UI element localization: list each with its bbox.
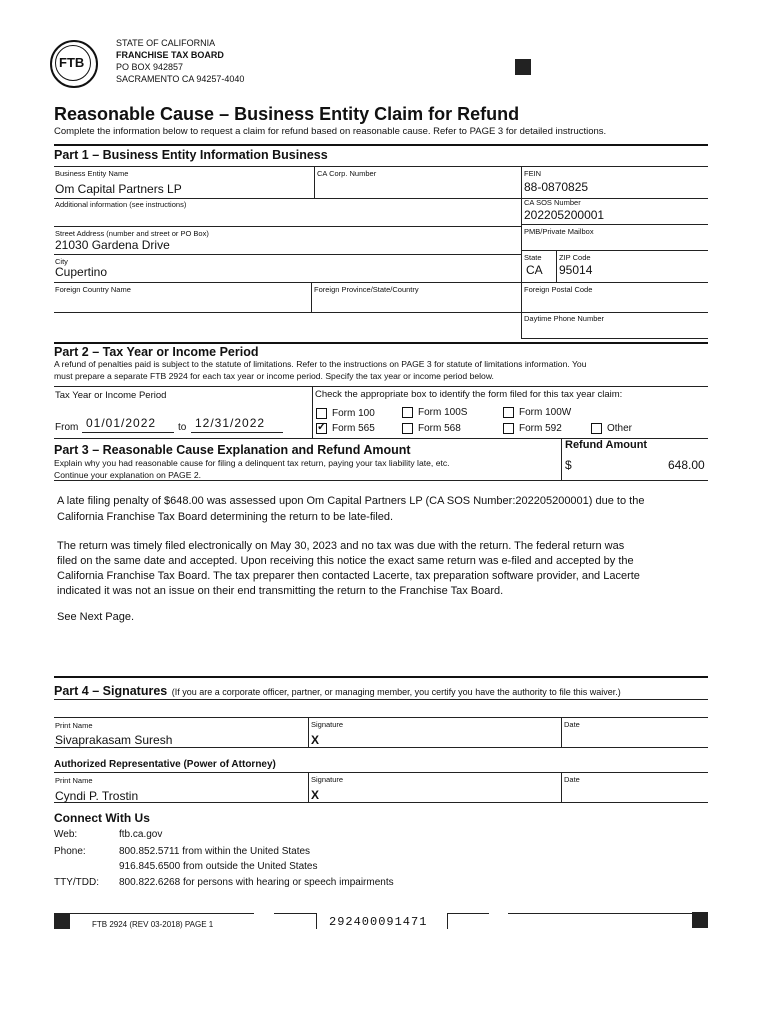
agency-line-2: FRANCHISE TAX BOARD bbox=[116, 50, 224, 60]
form-id: FTB 2924 (REV 03-2018) PAGE 1 bbox=[92, 920, 214, 929]
part4-heading-row bbox=[54, 682, 621, 700]
form-592-checkbox[interactable] bbox=[503, 423, 514, 434]
signer-print-name-label: Print Name bbox=[55, 721, 93, 730]
part4-heading-note: (If you are a corporate officer, partner, or managing member, you certify you have the authority to file this waiver.) bbox=[171, 687, 621, 697]
form-other-checkbox[interactable] bbox=[591, 423, 602, 434]
street-address-label: Street Address (number and street or PO Box) bbox=[55, 229, 209, 238]
part3-heading: Part 3 – Reasonable Cause Explanation and Refund Amount bbox=[54, 443, 411, 457]
to-date-field[interactable]: 12/31/2022 bbox=[195, 416, 266, 430]
refund-currency: $ bbox=[565, 458, 572, 472]
connect-heading: Connect With Us bbox=[54, 811, 150, 825]
ftb-logo-text: FTB bbox=[59, 55, 85, 70]
rep-date-label: Date bbox=[564, 775, 580, 784]
form-intro: Complete the information below to request a claim for refund based on reasonable cause. Refer to PAGE 3 for detailed instructions. bbox=[54, 126, 607, 137]
explanation-para2-line4: indicated it was not an issue on their end transmitting the return to the Franchise Tax Board. bbox=[57, 585, 504, 597]
explanation-para1-line2: California Franchise Tax Board determining the return to be late-filed. bbox=[57, 511, 394, 523]
street-address-field[interactable]: 21030 Gardena Drive bbox=[55, 238, 170, 252]
form-592-label: Form 592 bbox=[519, 423, 562, 434]
business-name-label: Business Entity Name bbox=[55, 169, 129, 178]
rep-signature-mark[interactable]: X bbox=[311, 788, 320, 802]
from-date-field[interactable]: 01/01/2022 bbox=[86, 416, 157, 430]
part4-heading: Part 4 – Signatures bbox=[54, 684, 168, 698]
web-link[interactable]: ftb.ca.gov bbox=[119, 829, 163, 840]
ftb-seal-logo bbox=[50, 40, 98, 88]
state-label: State bbox=[524, 253, 542, 262]
part1-heading: Part 1 – Business Entity Information Business bbox=[54, 148, 328, 162]
phone-label: Phone: bbox=[54, 846, 86, 857]
part2-desc-2: must prepare a separate FTB 2924 for each tax year or income period. Specify the tax year or income period below. bbox=[54, 371, 494, 381]
form-565-label: Form 565 bbox=[332, 423, 375, 434]
fein-label: FEIN bbox=[524, 169, 542, 178]
ca-sos-label: CA SOS Number bbox=[524, 198, 581, 207]
agency-line-4: SACRAMENTO CA 94257-4040 bbox=[116, 74, 245, 84]
barcode-number: 292400091471 bbox=[329, 915, 428, 929]
tty-label: TTY/TDD: bbox=[54, 877, 99, 888]
agency-line-3: PO BOX 942857 bbox=[116, 62, 184, 72]
foreign-province-label: Foreign Province/State/Country bbox=[314, 285, 419, 294]
additional-info-label: Additional information (see instructions) bbox=[55, 200, 187, 209]
zip-field[interactable]: 95014 bbox=[559, 263, 593, 277]
form-title: Reasonable Cause – Business Entity Claim for Refund bbox=[54, 104, 520, 124]
zip-label: ZIP Code bbox=[559, 253, 591, 262]
ca-sos-field[interactable]: 202205200001 bbox=[524, 208, 605, 222]
city-field[interactable]: Cupertino bbox=[55, 265, 108, 279]
form-100s-label: Form 100S bbox=[418, 407, 468, 418]
to-label: to bbox=[178, 422, 187, 433]
from-label: From bbox=[55, 422, 79, 433]
part3-desc-1: Explain why you had reasonable cause for filing a delinquent tax return, paying your tax liability late, etc. bbox=[54, 458, 450, 468]
agency-line-1: STATE OF CALIFORNIA bbox=[116, 38, 216, 48]
phone-line-1: 800.852.5711 from within the United States bbox=[119, 846, 311, 857]
part2-heading: Part 2 – Tax Year or Income Period bbox=[54, 345, 259, 359]
form-100-checkbox[interactable] bbox=[316, 408, 327, 419]
explanation-para2-line1: The return was timely filed electronically on May 30, 2023 and no tax was due with the return. The federal return was bbox=[57, 540, 625, 552]
pmb-label: PMB/Private Mailbox bbox=[524, 227, 594, 236]
refund-amount-field[interactable]: 648.00 bbox=[668, 458, 705, 472]
phone-line-2: 916.845.6500 from outside the United States bbox=[119, 861, 318, 872]
refund-amount-label: Refund Amount bbox=[565, 439, 648, 451]
part3-desc-2: Continue your explanation on PAGE 2. bbox=[54, 470, 201, 480]
tax-year-label: Tax Year or Income Period bbox=[55, 390, 167, 401]
rep-print-name-field[interactable]: Cyndi P. Trostin bbox=[55, 789, 139, 803]
foreign-country-label: Foreign Country Name bbox=[55, 285, 131, 294]
part2-desc-1: A refund of penalties paid is subject to the statute of limitations. Refer to the instructions on PAGE 3 for statute of limitations information. You bbox=[54, 359, 587, 369]
form-100w-checkbox[interactable] bbox=[503, 407, 514, 418]
check-instruction: Check the appropriate box to identify the form filed for this tax year claim: bbox=[315, 389, 623, 400]
form-568-label: Form 568 bbox=[418, 423, 461, 434]
rep-print-name-label: Print Name bbox=[55, 776, 93, 785]
registration-mark-top bbox=[515, 59, 531, 75]
form-565-checkbox[interactable] bbox=[316, 423, 327, 434]
signer-date-label: Date bbox=[564, 720, 580, 729]
tty-line: 800.822.6268 for persons with hearing or speech impairments bbox=[119, 877, 394, 888]
registration-mark-bottom-left bbox=[54, 913, 70, 929]
business-name-field[interactable]: Om Capital Partners LP bbox=[55, 182, 182, 196]
explanation-para2-line2: filed on the same date and accepted. Upon receiving this notice the exact same return was e-filed and accepted by the bbox=[57, 555, 634, 567]
signer-print-name-field[interactable]: Sivaprakasam Suresh bbox=[55, 733, 173, 747]
signer-signature-label: Signature bbox=[311, 720, 344, 729]
explanation-para2-line3: California Franchise Tax Board. The tax preparer then contacted Lacerte, tax preparation software provider, and Lacerte bbox=[57, 570, 640, 582]
explanation-para3: See Next Page. bbox=[57, 611, 135, 623]
form-100s-checkbox[interactable] bbox=[402, 407, 413, 418]
ca-corp-number-label: CA Corp. Number bbox=[317, 169, 377, 178]
web-label: Web: bbox=[54, 829, 78, 840]
foreign-postal-label: Foreign Postal Code bbox=[524, 285, 593, 294]
form-100w-label: Form 100W bbox=[519, 407, 572, 418]
rep-signature-label: Signature bbox=[311, 775, 344, 784]
state-field[interactable]: CA bbox=[526, 263, 543, 277]
form-100-label: Form 100 bbox=[332, 408, 375, 419]
city-label: City bbox=[55, 257, 68, 266]
authorized-rep-heading: Authorized Representative (Power of Attorney) bbox=[54, 759, 276, 770]
fein-field[interactable]: 88-0870825 bbox=[524, 180, 589, 194]
form-568-checkbox[interactable] bbox=[402, 423, 413, 434]
daytime-phone-label: Daytime Phone Number bbox=[524, 314, 605, 323]
registration-mark-bottom-right bbox=[692, 912, 708, 928]
explanation-para1-line1: A late filing penalty of $648.00 was assessed upon Om Capital Partners LP (CA SOS Number:202205200001) due to the bbox=[57, 495, 645, 507]
form-other-label: Other bbox=[607, 423, 633, 434]
signer-signature-mark[interactable]: X bbox=[311, 733, 320, 747]
